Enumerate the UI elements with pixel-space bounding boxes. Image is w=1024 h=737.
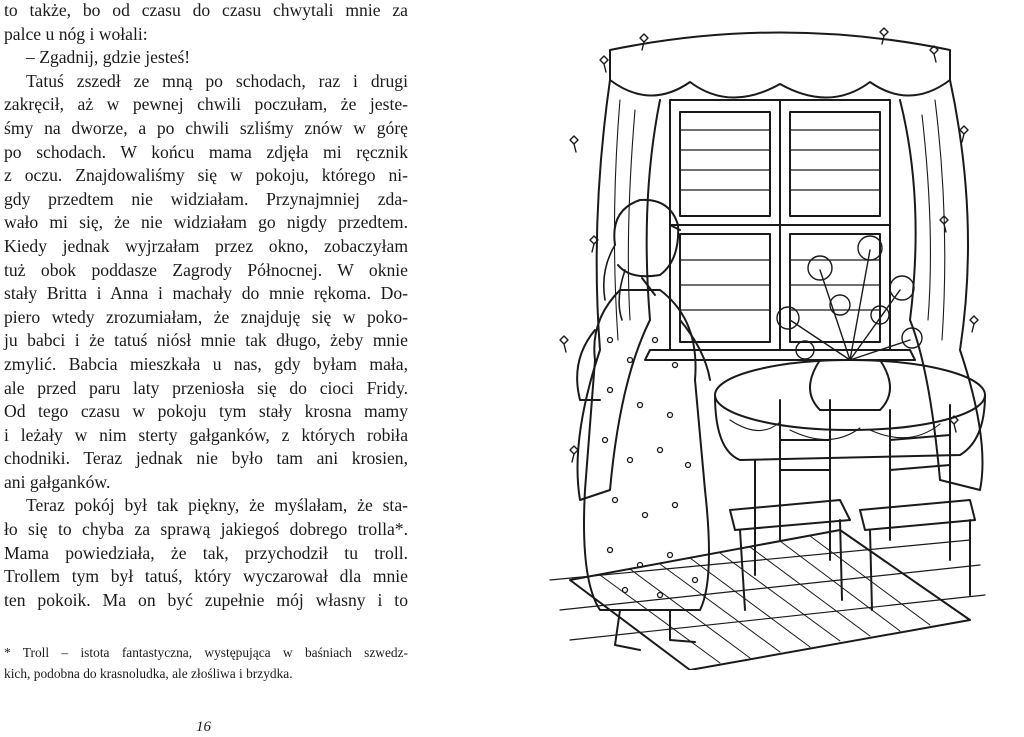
page-number: 16 bbox=[196, 719, 211, 735]
text-line: gdy przedtem nie widziałam. Przynajmniej zda- bbox=[4, 188, 408, 209]
text-line: – Zgadnij, gdzie jesteś! bbox=[26, 47, 191, 68]
text-line: ło się to chyba za sprawą jakiegoś dobrego trolla*. bbox=[4, 519, 408, 540]
text-line: chodniki. Teraz jednak nie było tam ani krosien, bbox=[4, 448, 408, 469]
chair-front bbox=[780, 400, 830, 540]
text-line: Trollem tym był tatuś, który wyczarował dla mnie bbox=[4, 566, 408, 587]
footnote bbox=[4, 642, 408, 684]
text-line: z oczu. Znajdowaliśmy się w pokoju, którego ni- bbox=[4, 165, 408, 186]
vase bbox=[810, 360, 890, 410]
text-line: palce u nóg i wołali: bbox=[4, 23, 148, 44]
text-line: tuż obok poddasze Zagrody Północnej. W oknie bbox=[4, 259, 408, 280]
body-text bbox=[4, 0, 408, 612]
table-top bbox=[715, 360, 985, 430]
book-page-left bbox=[0, 0, 420, 737]
illustration-drawing bbox=[530, 20, 990, 670]
text-line: zakręcił, aż w pewnej chwili poczułam, że jeste- bbox=[4, 94, 408, 115]
text-line: Teraz pokój był tak piękny, że myślałam, że sta- bbox=[26, 495, 408, 516]
text-line: ju babci i że tatuś niósł mnie tak długo, żeby mnie bbox=[4, 330, 408, 351]
footnote-line: * Troll – istota fantastyczna, występująca w baśniach szwedz- bbox=[4, 645, 408, 660]
text-line: i leżały w nim sterty gałganków, z których robiła bbox=[4, 424, 408, 445]
text-line: śmy na dworze, a po chwili szliśmy znów w górę bbox=[4, 117, 408, 138]
text-line: Od tego czasu w pokoju tym stały krosna mamy bbox=[4, 401, 408, 422]
text-line: ale przed paru laty przeniosła się do cioci Fridy. bbox=[4, 377, 408, 398]
text-line: ani gałganków. bbox=[4, 471, 111, 492]
girl-dress bbox=[584, 290, 709, 610]
text-line: po schodach. W końcu mama zdjęła mi ręcznik bbox=[4, 141, 408, 162]
footnote-line: kich, podobna do krasnoludka, ale złośliwa i brzydka. bbox=[4, 666, 293, 681]
text-line: wało mi się, że nie widziałam go nigdy przedtem. bbox=[4, 212, 408, 233]
text-line: to także, bo od czasu do czasu chwytali mnie za bbox=[4, 0, 408, 20]
text-line: Kiedy jednak wyjrzałam przez okno, zobaczyłam bbox=[4, 235, 408, 256]
curtain-valance bbox=[610, 33, 950, 98]
curtain-right bbox=[900, 80, 983, 490]
text-line: ten pokoik. Ma on być zupełnie mój własny i to bbox=[4, 589, 408, 610]
floor bbox=[550, 540, 985, 640]
text-line: zmylić. Babcia mieszkała u nas, gdy byłam mała, bbox=[4, 353, 408, 374]
text-line: piero wtedy zrozumiałam, że znajduję się w poko- bbox=[4, 306, 408, 327]
text-line: stały Britta i Anna i machały do mnie rękoma. Do- bbox=[4, 283, 408, 304]
girl-at-window-illustration bbox=[530, 20, 990, 670]
text-line: Mama powiedziała, że tak, przychodził tu troll. bbox=[4, 542, 408, 563]
text-line: Tatuś zszedł ze mną po schodach, raz i drugi bbox=[26, 70, 408, 91]
